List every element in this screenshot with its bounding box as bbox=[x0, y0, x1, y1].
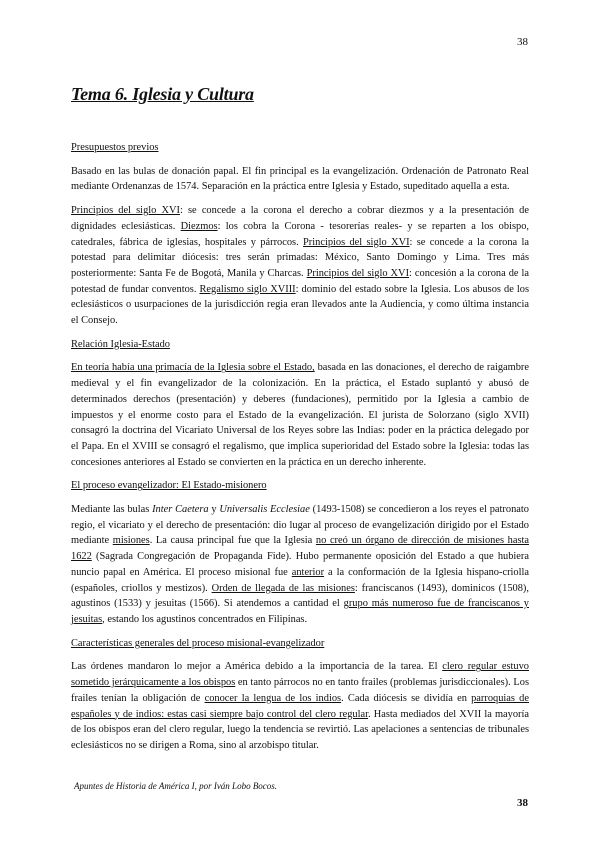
underlined-text: Principios del siglo XVI bbox=[71, 205, 180, 217]
footer-credit: Apuntes de Historia de América I, por Iván Lobo Bocos. bbox=[74, 781, 278, 791]
underlined-text: clero regular estuvo sometido jerárquicamente a los obispos bbox=[71, 661, 529, 689]
paragraph-presupuestos-1: Basado en las bulas de donación papal. El fin principal es la evangelización. Ordenación de Patronato Real mediante Ordenanzas de 1574. Separación en la práctica entre Iglesia y Estado, supeditado aquella a esta. bbox=[71, 165, 529, 193]
underlined-text: Orden de llegada de las misiones bbox=[211, 582, 355, 594]
document-body bbox=[71, 140, 529, 762]
paragraph-caracteristicas bbox=[71, 659, 529, 753]
body-text: . Cada diócesis se dividía en bbox=[341, 692, 472, 704]
heading-relacion: Relación Iglesia-Estado bbox=[71, 338, 170, 350]
underlined-text: parroquias de españoles y de indios: estas casi siempre bajo control del clero regular bbox=[71, 692, 529, 720]
body-text: : franciscanos (1493), dominicos (1508), agustinos (1533) y jesuitas (1566). Si atendemos a cantidad el bbox=[71, 582, 529, 610]
paragraph-proceso bbox=[71, 502, 529, 628]
page-title: Tema 6. Iglesia y Cultura bbox=[71, 84, 254, 104]
underlined-text: Principios del siglo XVI bbox=[306, 267, 410, 279]
underlined-text: misiones bbox=[112, 535, 150, 547]
paragraph-relacion bbox=[71, 360, 529, 470]
body-text: : se concede a la corona la potestad para delimitar diócesis: tres serán primadas: México, Santo Domingo y Lima. Tres más posteriormente: Santa Fe de Bogotá, Manila y Charcas. bbox=[71, 236, 529, 279]
page-number-top: 38 bbox=[517, 36, 528, 48]
italic-text: Universalis Ecclesiae bbox=[219, 504, 310, 516]
body-text: . Hasta mediados del XVII la mayoría de los obispos eran del clero regular, luego la tendencia se revirtió. Las apelaciones a sentencias de tribunales eclesiásticos no se dirigen a Roma, sino al arzobispo titular. bbox=[71, 708, 529, 751]
body-text: , estando los agustinos concentrados en Filipinas. bbox=[102, 613, 308, 625]
body-text: (1493-1508) se concedieron a los reyes el patronato regio, el vicariato y el derecho de presentación: dio lugar al proceso de evangelización dirigido por el Estado mediante bbox=[71, 504, 529, 547]
heading-caracteristicas: Características generales del proceso misional-evangelizador bbox=[71, 637, 325, 649]
body-text: : dominio del estado sobre la Iglesia. Los abusos de los eclesiásticos o usurpaciones de la jurisdicción regia eran llevados ante la Audiencia, y como última instancia el Consejo. bbox=[71, 283, 529, 327]
heading-proceso: El proceso evangelizador: El Estado-misionero bbox=[71, 480, 267, 492]
body-text: : los cobra la Corona - tesorerías reales- y se reparten a los obispo, catedrales, fábrica de iglesias, hospitales y párrocos. bbox=[71, 220, 529, 248]
heading-presupuestos: Presupuestos previos bbox=[71, 142, 159, 153]
underlined-text: anterior bbox=[291, 566, 325, 578]
paragraph-presupuestos-2 bbox=[71, 203, 529, 329]
body-text: en tanto párrocos no en tanto frailes (problemas jurisdiccionales). Los frailes tenían la obligación de bbox=[71, 677, 529, 704]
page-number-bottom: 38 bbox=[517, 797, 528, 809]
underlined-text: En teoría había una primacía de la Iglesia sobre el Estado, bbox=[71, 362, 315, 374]
body-text: . La causa principal fue que la Iglesia bbox=[149, 535, 316, 547]
body-text: basada en las donaciones, el derecho de raigambre medieval y el fin evangelizador de la colonización. En la práctica, el Estado suplantó y abusó de determinados derechos (presentación) y deberes (fundaciones), permitido por la Iglesia a cambio de impuestos y el enorme costo para el Estado de la evangelización. El jurista de Solorzano (siglo XVII) consagró la doctrina del Vicariato Universal de los Reyes sobre las Indias: poder en la práctica delegado por el Papa. En el XVIII se consagró el regalismo, que implica superioridad del Estado sobre la Iglesia: todas las concesiones anteriores al Estado se convierten en la práctica en un derecho inherente. bbox=[71, 362, 529, 468]
body-text: Mediante las bulas bbox=[71, 504, 153, 516]
underlined-text: Diezmos bbox=[180, 220, 218, 232]
body-text: (Sagrada Congregación de Propaganda Fide). Hubo permanente oposición del Estado a que hubiera nuncio papal en América. El proceso misional fue bbox=[71, 551, 529, 578]
underlined-text: conocer la lengua de los indios bbox=[204, 692, 342, 704]
italic-text: Inter Caetera bbox=[152, 504, 209, 516]
underlined-text: Regalismo siglo XVIII bbox=[199, 283, 296, 295]
underlined-text: grupo más numeroso fue de franciscanos y jesuitas bbox=[71, 598, 529, 625]
body-text: : concesión a la corona de la potestad de fundar conventos. bbox=[71, 267, 529, 295]
underlined-text: no creó un órgano de dirección de misiones hasta 1622 bbox=[71, 535, 529, 563]
body-text: Las órdenes mandaron lo mejor a América debido a la importancia de la tarea. El bbox=[71, 661, 443, 673]
body-text: a la conformación de la Iglesia hispano-criolla (españoles, criollos y mestizos). bbox=[71, 566, 529, 594]
body-text: y bbox=[208, 504, 220, 516]
body-text: : se concede a la corona el derecho a cobrar diezmos y a la presentación de dignidades eclesiásticas. bbox=[71, 205, 529, 232]
underlined-text: Principios del siglo XVI bbox=[303, 236, 410, 248]
